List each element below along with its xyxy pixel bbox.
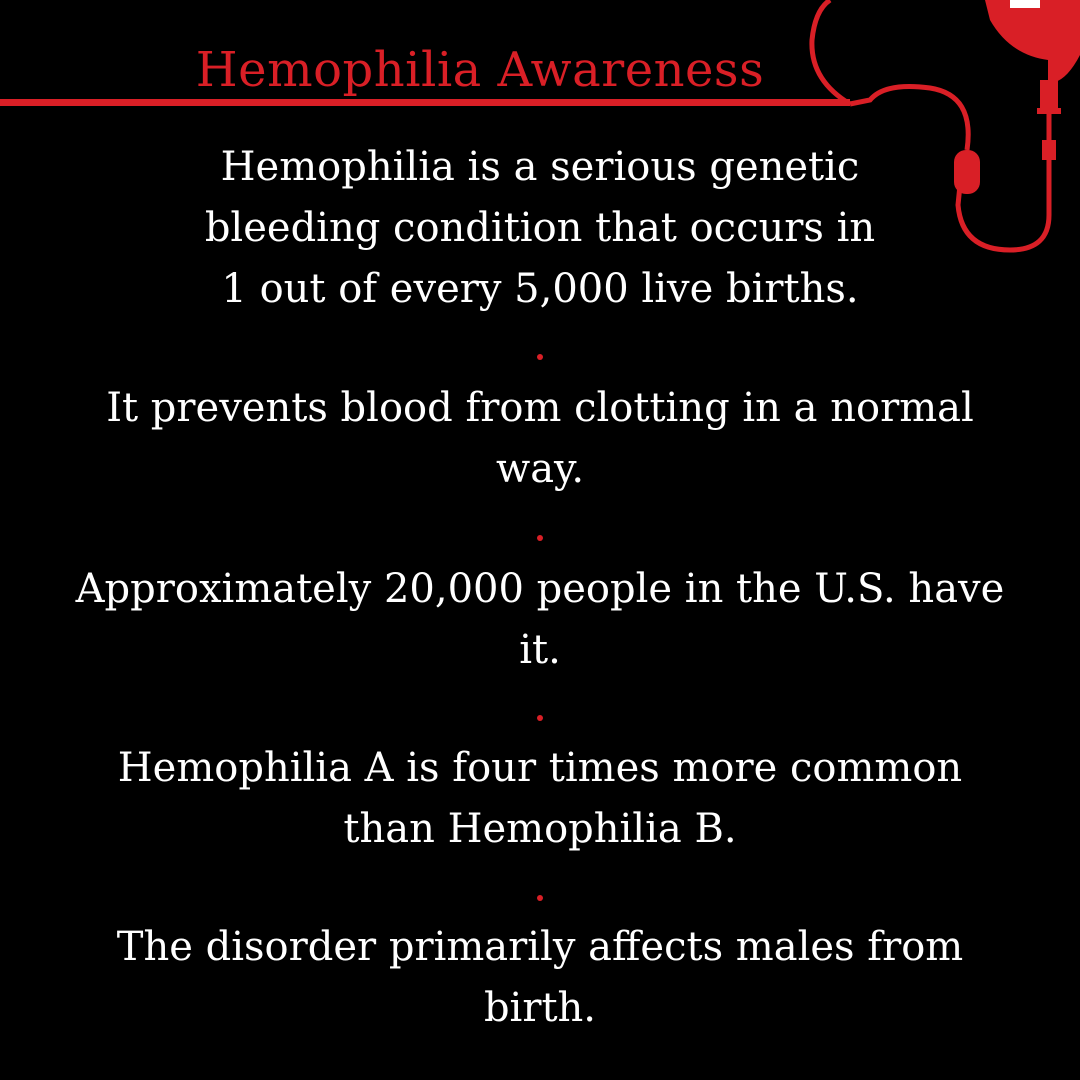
- fact-text: Hemophilia A is four times more common than Hemophilia B.: [117, 745, 963, 852]
- separator-dot: [537, 895, 543, 901]
- bag-label: [1010, 0, 1040, 8]
- bag-port: [1040, 80, 1058, 108]
- fact-text: Approximately 20,000 people in the U.S. have it.: [75, 566, 1005, 673]
- fact-text: It prevents blood from clotting in a normal way.: [106, 385, 974, 492]
- separator-dot: [537, 715, 543, 721]
- fact-text: The disorder primarily affects males from birth.: [116, 924, 964, 1031]
- fact-text: Hemophilia is a serious genetic bleeding condition that occurs in 1 out of every 5,000 live births.: [204, 144, 876, 312]
- separator-dot: [537, 354, 543, 360]
- separator-dot: [537, 535, 543, 541]
- title-underline: [0, 99, 850, 106]
- page-title: Hemophilia Awareness: [195, 42, 765, 98]
- blood-bag-body: [985, 0, 1080, 82]
